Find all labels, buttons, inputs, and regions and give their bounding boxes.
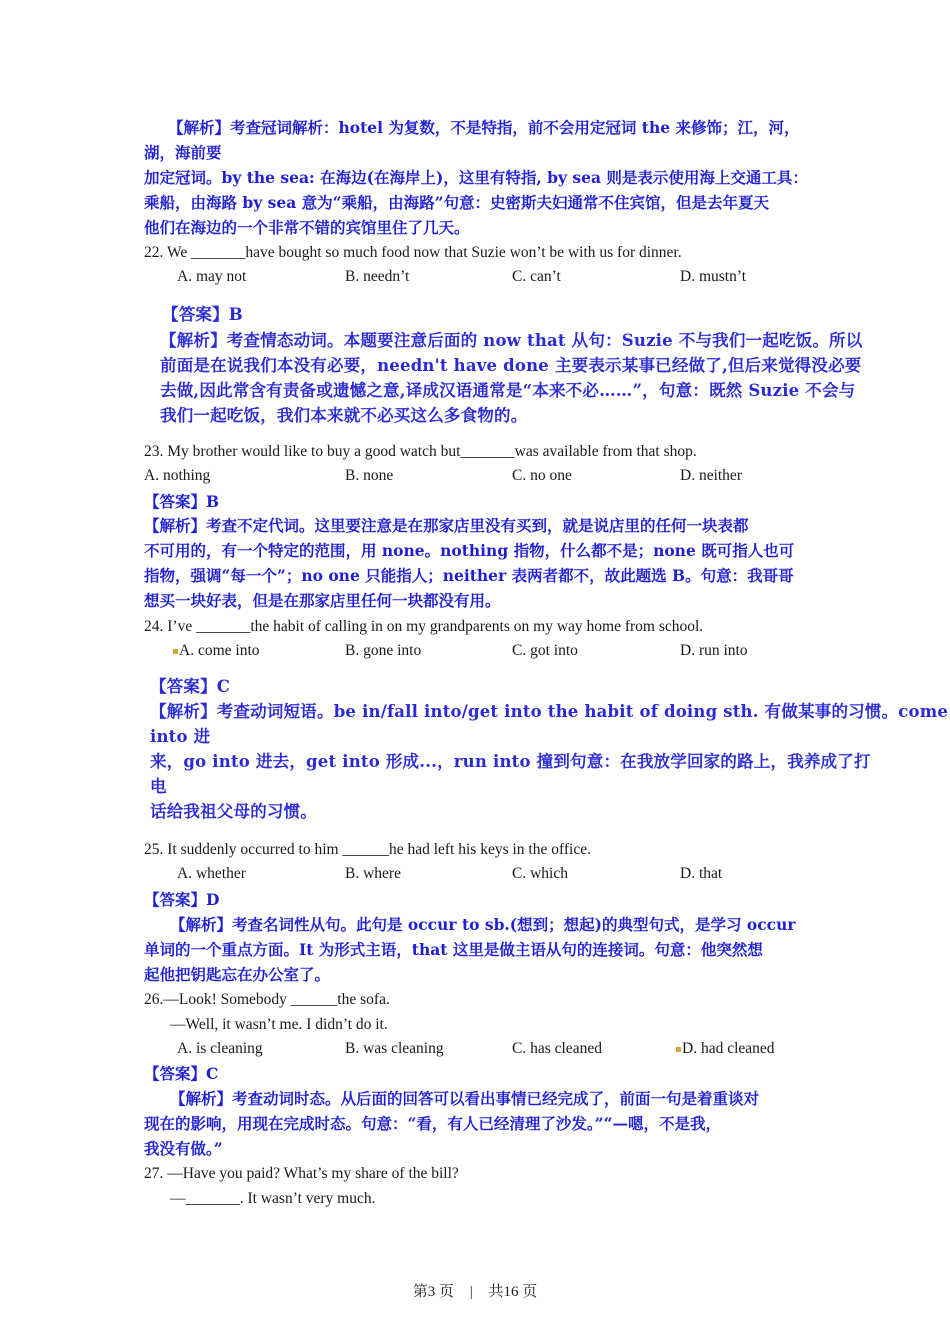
option-d: D. that xyxy=(680,865,723,882)
question-24: 24. I’ve _______the habit of calling in on my grandparents on my way home from school. xyxy=(144,618,704,635)
page-footer xyxy=(0,1280,950,1301)
analysis-line: 【解析】考查情态动词。本题要注意后面的 now that 从句：Suzie 不与我们一起吃饭。所以 xyxy=(160,331,863,350)
analysis-line: 【解析】考查冠词解析：hotel 为复数，不是特指，前不会用定冠词 the 来修饰；江，河， xyxy=(168,118,800,137)
option-a: A. come into xyxy=(173,642,260,660)
option-c: C. got into xyxy=(512,642,578,659)
option-b: B. was cleaning xyxy=(345,1040,444,1057)
option-a: A. may not xyxy=(177,268,247,285)
option-d: D. had cleaned xyxy=(676,1040,775,1058)
question-26: 26.—Look! Somebody ______the sofa. xyxy=(144,991,390,1008)
analysis-line: 去做,因此常含有责备或遗憾之意,译成汉语通常是“本来不必……”，句意：既然 Suzie 不会与 xyxy=(160,381,856,400)
option-c: C. can’t xyxy=(512,268,561,285)
analysis-line: 乘船，由海路 by sea 意为“乘船，由海路”句意：史密斯夫妇通常不住宾馆，但是去年夏天 xyxy=(144,193,769,212)
question-27-reply: —_______. It wasn’t very much. xyxy=(170,1190,376,1207)
option-a: A. nothing xyxy=(144,467,211,484)
marker-icon xyxy=(173,649,178,654)
answer-23: 【答案】B xyxy=(144,492,220,511)
question-27: 27. —Have you paid? What’s my share of the bill? xyxy=(144,1165,459,1182)
analysis-line: 电 xyxy=(150,777,167,796)
analysis-line: 【解析】考查动词短语。be in/fall into/get into the habit of doing sth. 有做某事的习惯。come xyxy=(150,702,949,721)
option-a: A. is cleaning xyxy=(177,1040,263,1057)
analysis-line: 我没有做。” xyxy=(144,1139,223,1158)
answer-26: 【答案】C xyxy=(144,1064,219,1083)
analysis-line: into 进 xyxy=(150,727,211,746)
answer-22: 【答案】B xyxy=(162,305,243,324)
analysis-line: 话给我祖父母的习惯。 xyxy=(150,802,317,821)
answer-25: 【答案】D xyxy=(144,890,220,909)
option-c: C. which xyxy=(512,865,568,882)
answer-24: 【答案】C xyxy=(150,677,231,696)
option-d: D. neither xyxy=(680,467,742,484)
footer-divider: | xyxy=(469,1284,473,1300)
analysis-line: 不可用的，有一个特定的范围，用 none。nothing 指物，什么都不是；none 既可指人也可 xyxy=(144,541,795,560)
analysis-line: 【解析】考查不定代词。这里要注意是在那家店里没有买到，就是说店里的任何一块表都 xyxy=(144,516,749,535)
page-number: 第3 页 xyxy=(412,1284,454,1300)
option-b: B. gone into xyxy=(345,642,422,659)
analysis-line: 单词的一个重点方面。It 为形式主语，that 这里是做主语从句的连接词。句意：他突然想 xyxy=(144,940,763,959)
question-22: 22. We _______have bought so much food now that Suzie won’t be with us for dinner. xyxy=(144,244,682,261)
option-c: C. has cleaned xyxy=(512,1040,602,1057)
analysis-line: 他们在海边的一个非常不错的宾馆里住了几天。 xyxy=(144,218,470,237)
question-25: 25. It suddenly occurred to him ______he had left his keys in the office. xyxy=(144,841,591,858)
option-d: D. mustn’t xyxy=(680,268,747,285)
analysis-line: 现在的影响，用现在完成时态。句意：“看，有人已经清理了沙发。”“—嗯，不是我， xyxy=(144,1114,721,1133)
option-d: D. run into xyxy=(680,642,748,659)
analysis-line: 我们一起吃饭，我们本来就不必买这么多食物的。 xyxy=(160,406,528,425)
analysis-line: 【解析】考查名词性从句。此句是 occur to sb.(想到；想起)的典型句式，是学习 occur xyxy=(170,915,796,934)
analysis-line: 想买一块好表，但是在那家店里任何一块都没有用。 xyxy=(144,591,501,610)
analysis-line: 加定冠词。by the sea: 在海边(在海岸上)，这里有特指, by sea 则是表示使用海上交通工具： xyxy=(144,168,808,187)
analysis-line: 湖，海前要 xyxy=(144,143,222,162)
option-b: B. none xyxy=(345,467,394,484)
page-total: 共16 页 xyxy=(488,1284,538,1300)
analysis-line: 指物，强调“每一个”；no one 只能指人；neither 表两者都不，故此题选 B。句意：我哥哥 xyxy=(144,566,794,585)
option-b: B. needn’t xyxy=(345,268,410,285)
analysis-line: 【解析】考查动词时态。从后面的回答可以看出事情已经完成了，前面一句是着重谈对 xyxy=(170,1089,760,1108)
marker-icon xyxy=(676,1047,681,1052)
analysis-line: 起他把钥匙忘在办公室了。 xyxy=(144,965,331,984)
analysis-line: 来，go into 进去，get into 形成...，run into 撞到句意：在我放学回家的路上，我养成了打 xyxy=(150,752,871,771)
option-c: C. no one xyxy=(512,467,572,484)
option-a: A. whether xyxy=(177,865,246,882)
question-26-reply: —Well, it wasn’t me. I didn’t do it. xyxy=(170,1016,388,1033)
analysis-line: 前面是在说我们本没有必要，needn't have done 主要表示某事已经做了,但后来觉得没必要 xyxy=(160,356,862,375)
question-23: 23. My brother would like to buy a good watch but_______was available from that shop. xyxy=(144,443,697,460)
option-b: B. where xyxy=(345,865,401,882)
